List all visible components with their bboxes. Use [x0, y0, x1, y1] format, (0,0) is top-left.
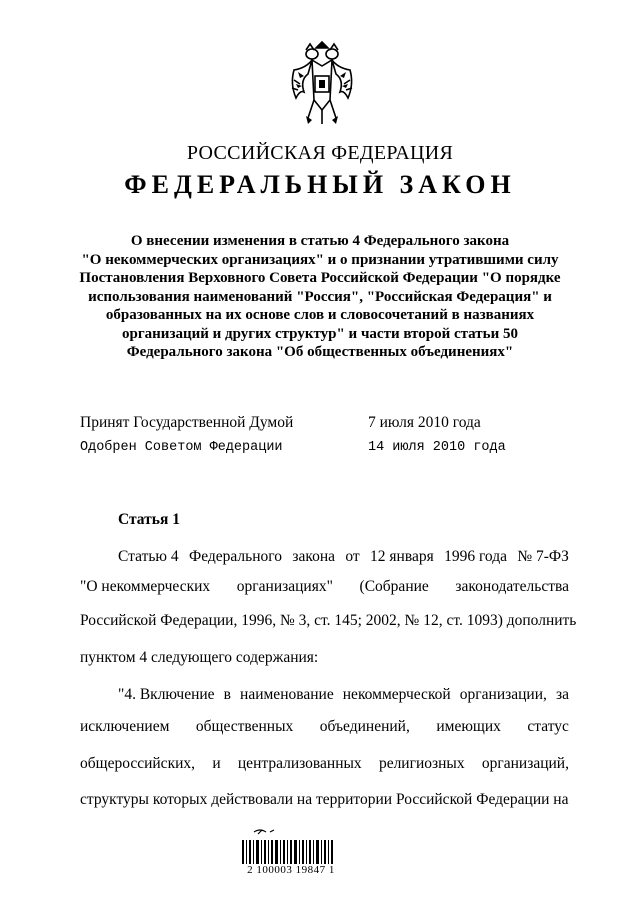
barcode-icon	[240, 828, 336, 898]
article-text-line-4: пунктом 4 следующего содержания:	[80, 649, 319, 666]
coat-of-arms-emblem	[286, 40, 358, 130]
law-type-heading: ФЕДЕРАЛЬНЫЙ ЗАКОН	[124, 170, 516, 199]
article-text-line-8: структуры которых действовали на территории Российской Федерации на	[80, 791, 569, 808]
council-label: Одобрен Советом Федерации	[80, 440, 283, 455]
council-date: 14 июля 2010 года	[368, 440, 506, 455]
article-text-line-6: исключением общественных объединений, имеющих статус	[80, 718, 569, 735]
article-text-line-1: Статью 4 Федерального закона от 12 января 1996 года № 7-ФЗ	[118, 548, 569, 565]
law-title-line: использования наименований "Россия", "Российская Федерация" и	[88, 288, 552, 305]
article-text-line-5: "4. Включение в наименование некоммерческой организации, за	[118, 686, 569, 703]
law-title-line: образованных на их основе слов и словосочетаний в названиях	[105, 307, 535, 323]
article-text-line-2: "О некоммерческих организациях" (Собрание законодательства	[80, 578, 569, 595]
article-text-line-7: общероссийских, и централизованных религиозных организаций,	[80, 755, 569, 772]
law-title-line: Федерального закона "Об общественных объединениях"	[126, 344, 514, 360]
law-title	[70, 232, 570, 362]
country-heading: РОССИЙСКАЯ ФЕДЕРАЦИЯ	[186, 142, 454, 164]
law-title-line: организаций и других структур" и части второй статьи 50	[122, 325, 518, 342]
article-heading: Статья 1	[118, 511, 180, 528]
law-title-line: Постановления Верховного Совета Российской Федерации "О порядке	[79, 270, 561, 286]
duma-date: 7 июля 2010 года	[368, 414, 481, 431]
law-title-line: "О некоммерческих организациях" и о признании утратившими силу	[81, 251, 559, 268]
duma-label: Принят Государственной Думой	[80, 414, 294, 431]
article-text-line-3: Российской Федерации, 1996, № 3, ст. 145; 2002, № 12, ст. 1093) дополнить	[80, 612, 577, 629]
law-title-line: О внесении изменения в статью 4 Федерального закона	[130, 233, 510, 249]
barcode-number: 2 100003 19847 1	[247, 864, 335, 876]
